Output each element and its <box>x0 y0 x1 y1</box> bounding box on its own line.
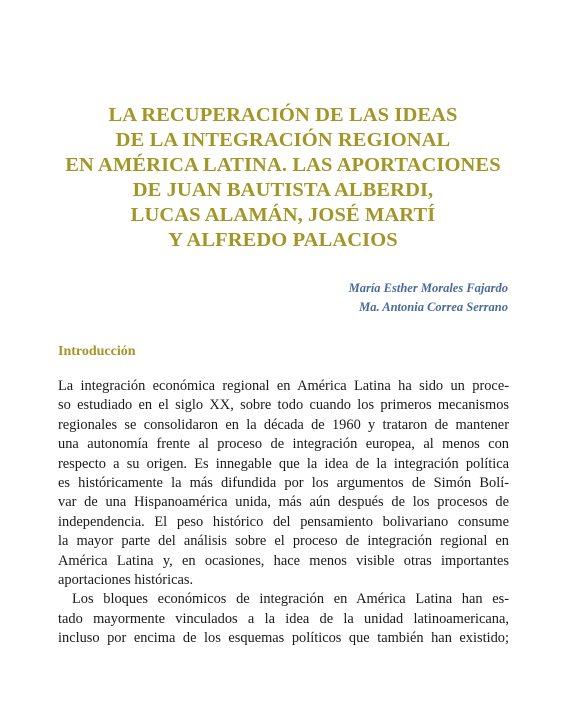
paragraph-line: Los bloques económicos de integración en América Latina han es- <box>72 591 509 608</box>
paragraph-line: so estudiado en el siglo XX, sobre todo cuando los primeros mecanismos <box>58 397 509 414</box>
paragraph-line: aportaciones históricas. <box>58 572 194 589</box>
author-list <box>349 279 508 317</box>
paragraph-line: regionales se consolidaron en la década de 1960 y trataron de mantener <box>58 416 509 433</box>
article-title <box>40 103 526 253</box>
paragraph-line: América Latina y, en ocasiones, hace menos visible otras importantes <box>58 552 509 569</box>
paragraph-line: var de una Hispanoamérica unida, más aún después de los procesos de <box>58 494 509 511</box>
title-line: DE JUAN BAUTISTA ALBERDI, <box>132 179 434 201</box>
author-name: Ma. Antonia Correa Serrano <box>359 300 508 314</box>
title-line: Y ALFREDO PALACIOS <box>168 229 398 251</box>
paragraph-line: respecto a su origen. Es innegable que la idea de la integración política <box>58 455 509 472</box>
paragraph-line: incluso por encima de los esquemas políticos que también han existido; <box>58 630 509 647</box>
paragraph-line: tado mayormente vinculados a la idea de la unidad latinoamericana, <box>58 610 509 627</box>
body-text <box>58 377 509 649</box>
title-line: DE LA INTEGRACIÓN REGIONAL <box>115 129 451 151</box>
title-line: EN AMÉRICA LATINA. LAS APORTACIONES <box>65 154 501 176</box>
section-heading: Introducción <box>58 344 136 359</box>
paragraph-line: la mayor parte del análisis sobre el proceso de integración regional en <box>58 533 509 550</box>
paragraph-line: La integración económica regional en América Latina ha sido un proce- <box>58 378 509 394</box>
author-name: María Esther Morales Fajardo <box>348 281 508 295</box>
paragraph-line: independencia. El peso histórico del pensamiento bolivariano consume <box>58 513 509 530</box>
paragraph-line: una autonomía frente al proceso de integración europea, al menos con <box>58 436 509 453</box>
paragraph-line: es históricamente la más difundida por los argumentos de Simón Bolí- <box>58 475 509 492</box>
title-line: LA RECUPERACIÓN DE LAS IDEAS <box>108 104 458 126</box>
title-line: LUCAS ALAMÁN, JOSÉ MARTÍ <box>130 204 436 226</box>
